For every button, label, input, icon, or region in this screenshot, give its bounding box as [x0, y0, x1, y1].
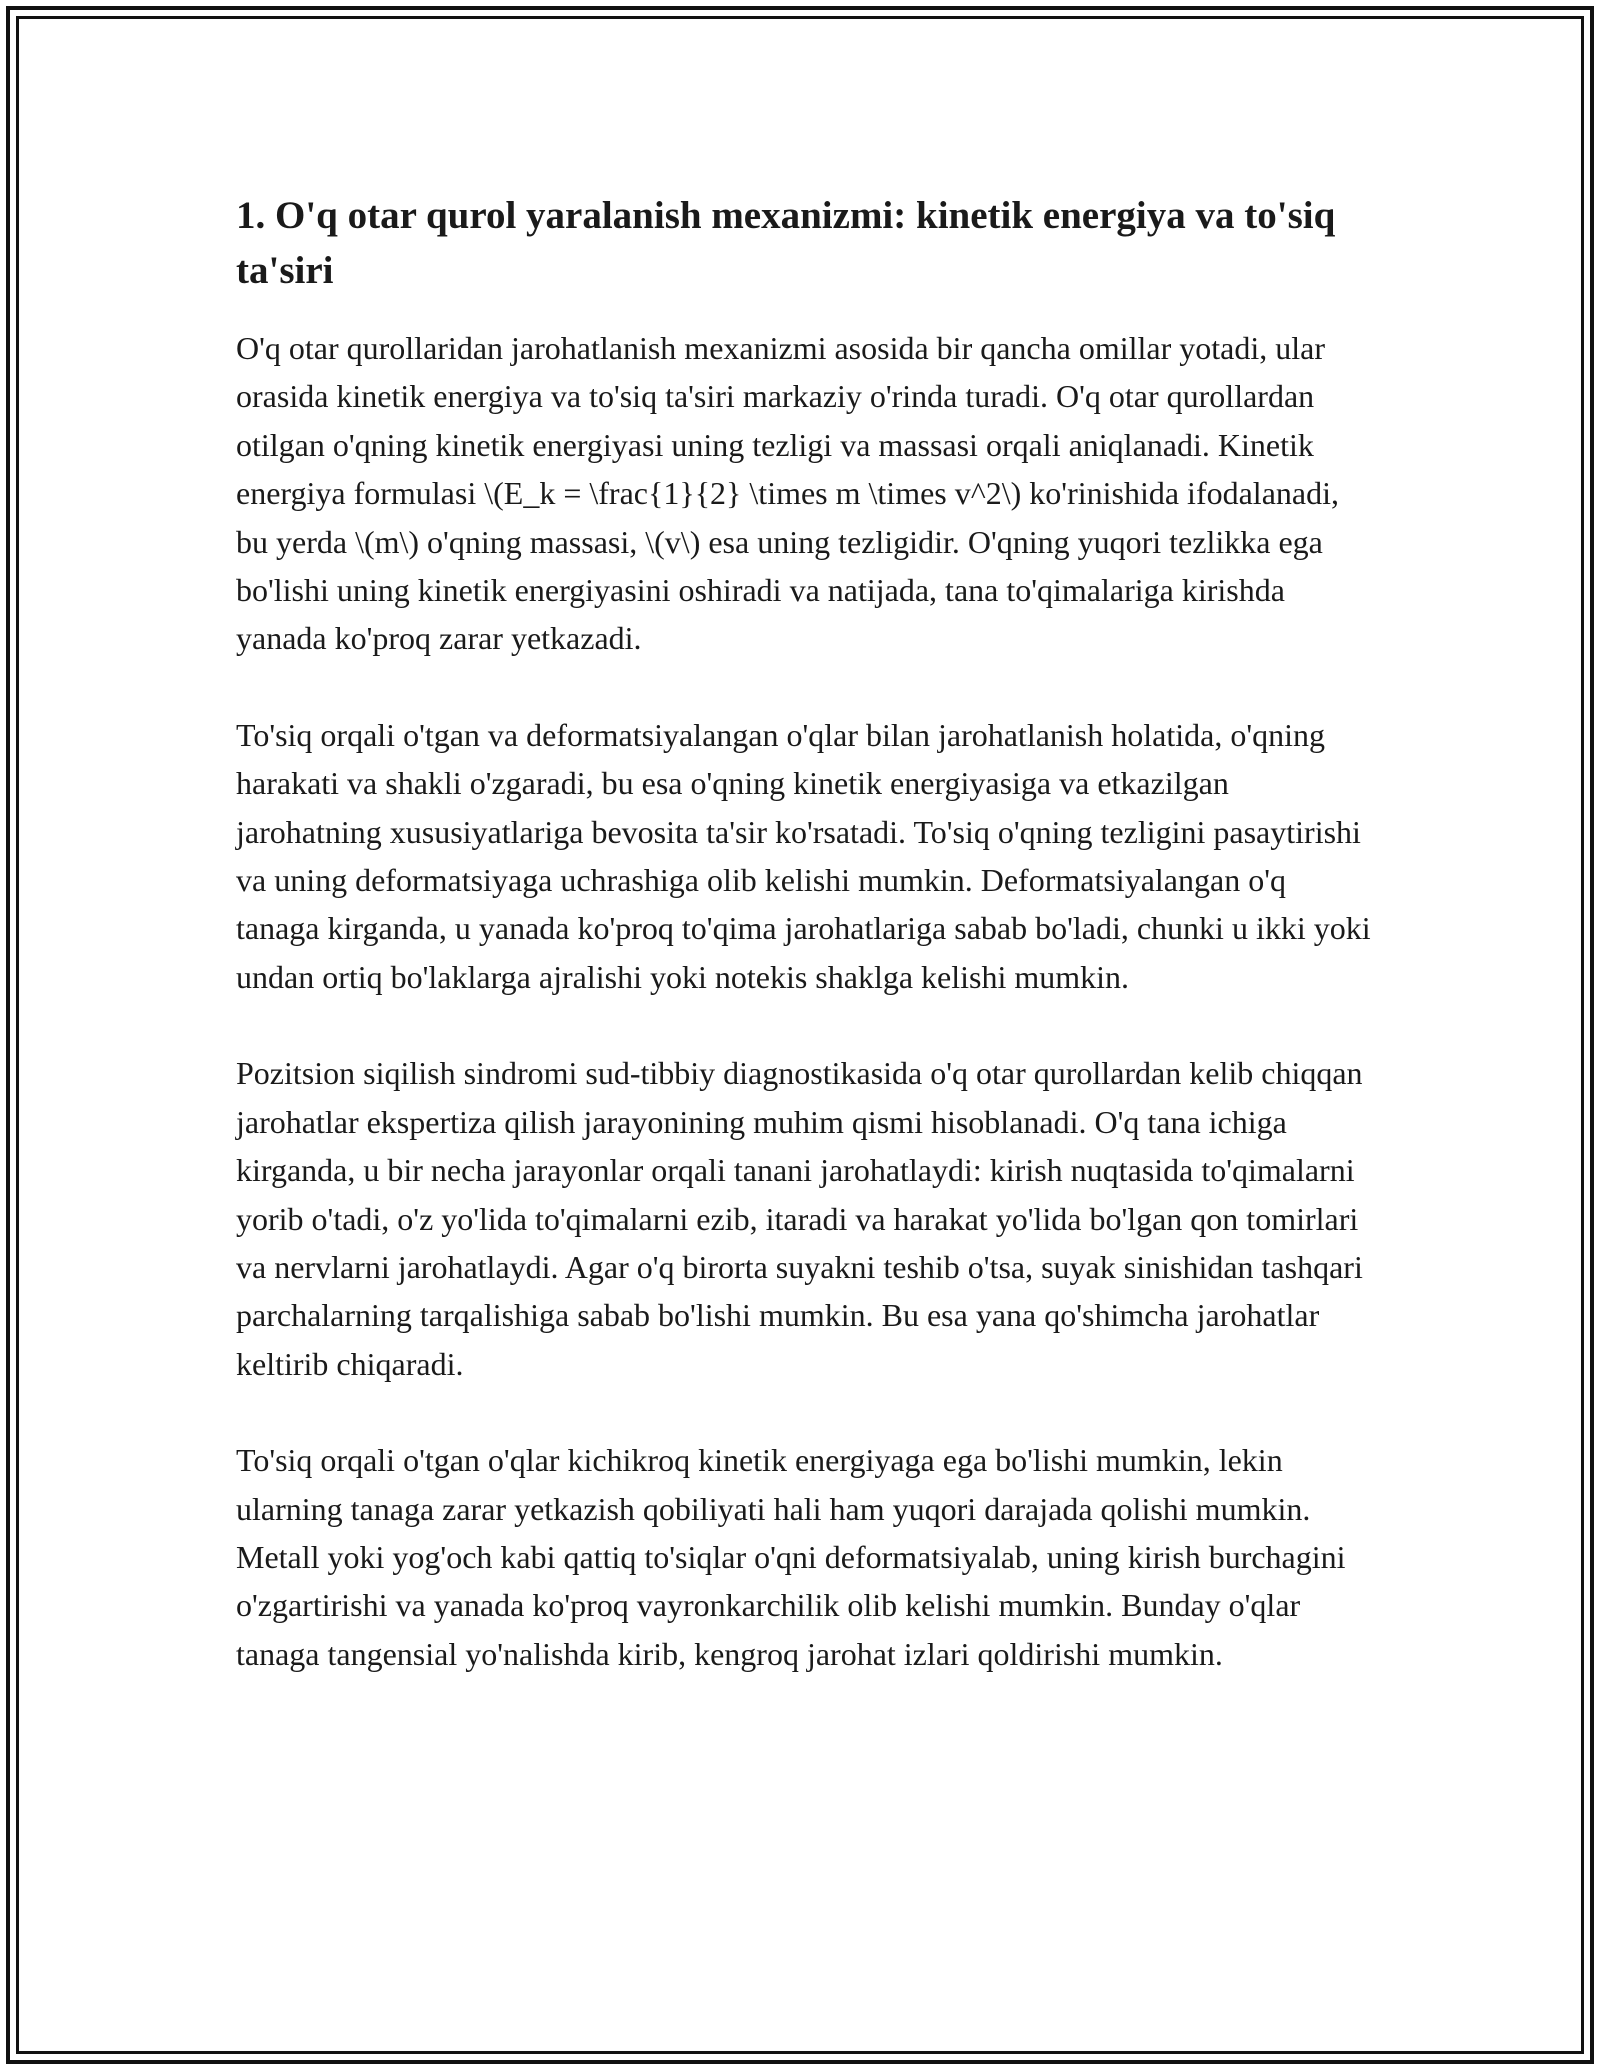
- paragraph-4: To'siq orqali o'tgan o'qlar kichikroq kinetik energiyaga ega bo'lishi mumkin, lekin ularning tanaga zarar yetkazish qobiliyati hali ham yuqori darajada qolishi mumkin. Metall yoki yog'och kabi qattiq to'siqlar o'qni deformatsiyalab, uning kirish burchagini o'zgartirishi va yanada ko'proq vayronkarchilik olib kelishi mumkin. Bunday o'qlar tanaga tangensial yo'nalishda kirib, kengroq jarohat izlari qoldirishi mumkin.: [236, 1442, 1346, 1672]
- section-heading: 1. O'q otar qurol yaralanish mexanizmi: kinetik energiya va to'siq ta'siri: [236, 194, 1336, 292]
- paragraph-1: O'q otar qurollaridan jarohatlanish mexanizmi asosida bir qancha omillar yotadi, ular orasida kinetik energiya va to'siq ta'siri markaziy o'rinda turadi. O'q otar qurollardan otilgan o'qning kinetik energiyasi uning tezligi va massasi orqali aniqlanadi. Kinetik energiya formulasi \(E_k = \frac{1}{2} \times m \times v^2\) ko'rinishida ifodalanadi, bu yerda \(m\) o'qning massasi, \(v\) esa uning tezligidir. O'qning yuqori tezlikka ega bo'lishi uning kinetik energiyasini oshiradi va natijada, tana to'qimalariga kirishda yanada ko'proq zarar yetkazadi.: [236, 330, 1339, 657]
- paragraph-3: Pozitsion siqilish sindromi sud-tibbiy diagnostikasida o'q otar qurollardan kelib chiqqan jarohatlar ekspertiza qilish jarayonining muhim qismi hisoblanadi. O'q tana ichiga kirganda, u bir necha jarayonlar orqali tanani jarohatlaydi: kirish nuqtasida to'qimalarni yorib o'tadi, o'z yo'lida to'qimalarni ezib, itaradi va harakat yo'lida bo'lgan qon tomirlari va nervlarni jarohatlaydi. Agar o'q birorta suyakni teshib o'tsa, suyak sinishidan tashqari parchalarning tarqalishiga sabab bo'lishi mumkin. Bu esa yana qo'shimcha jarohatlar keltirib chiqaradi.: [236, 1055, 1363, 1382]
- document-body: [236, 188, 1372, 1726]
- paragraph-2: To'siq orqali o'tgan va deformatsiyalangan o'qlar bilan jarohatlanish holatida, o'qning harakati va shakli o'zgaradi, bu esa o'qning kinetik energiyasiga va etkazilgan jarohatning xususiyatlariga bevosita ta'sir ko'rsatadi. To'siq o'qning tezligini pasaytirishi va uning deformatsiyaga uchrashiga olib kelishi mumkin. Deformatsiyalangan o'q tanaga kirganda, u yanada ko'proq to'qima jarohatlariga sabab bo'ladi, chunki u ikki yoki undan ortiq bo'laklarga ajralishi yoki notekis shaklga kelishi mumkin.: [236, 716, 1371, 995]
